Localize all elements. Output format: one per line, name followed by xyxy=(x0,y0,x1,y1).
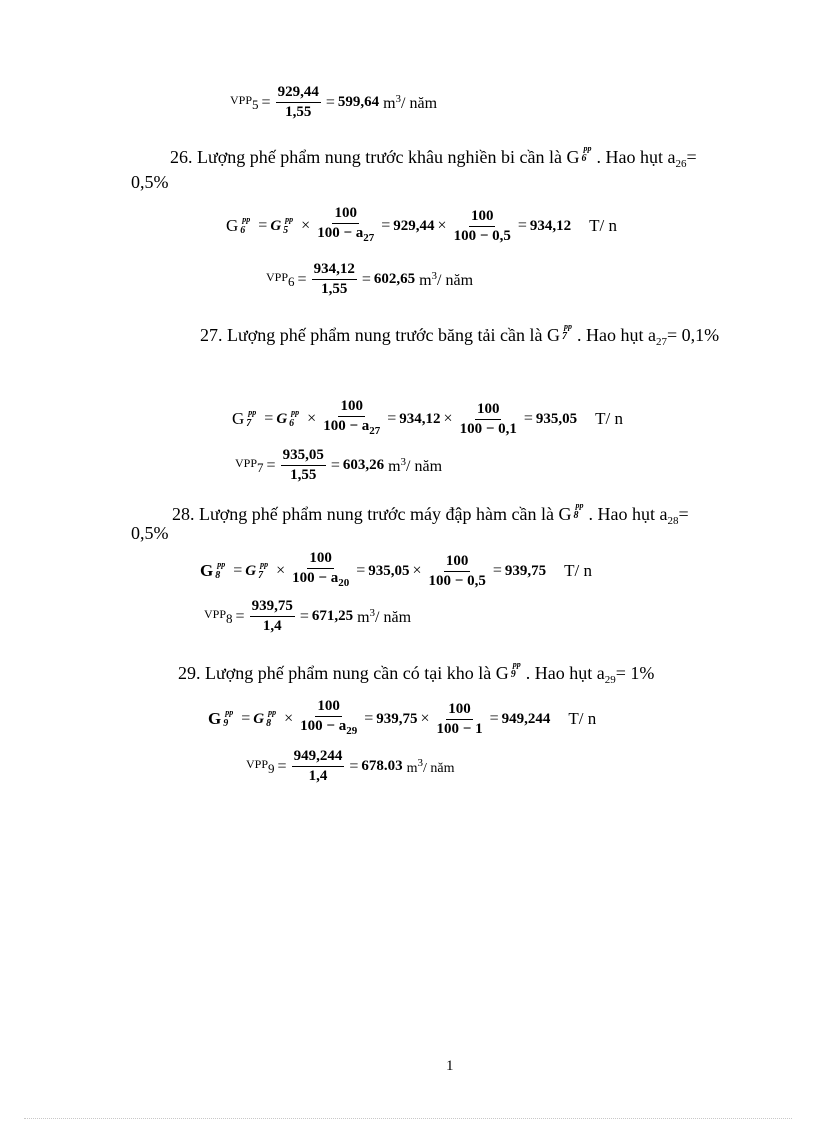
section-27-heading: 27. Lượng phế phẩm nung trước băng tải cần là G pp 7 . Hao hụt $a_{27}= 0,1\%$ xyxy=(200,322,720,348)
vpp6-equation: VPP6 = $\frac{934,12}{1,55}$ = 602,65 $m^3/$ năm xyxy=(266,261,474,297)
g8-result: 939,75 xyxy=(504,562,547,579)
page-number: 1 xyxy=(446,1058,454,1074)
vpp5-fraction: $\frac{929,44}{1,55}$ xyxy=(277,84,319,120)
vpp8-equation: VPP8 = $\frac{939,75}{1,4}$ = 671,25 $m^3/$ năm xyxy=(204,598,412,634)
g7-result: 935,05 xyxy=(535,410,578,427)
section-29-heading: 29. Lượng phế phẩm nung cần có tại kho là G pp 9 . Hao hụt $a_{29}= 1\%$ xyxy=(178,660,655,686)
section-28-heading-cont: 0,5% xyxy=(131,523,169,543)
g7-equation: G pp 7 = G pp 6 × $\frac{100}{100 - a_{27}}$ = 934,12 × $\frac{100}{100 - 0,1}$ = 935,05 T/ n xyxy=(232,398,624,437)
vpp5-equation: VPP5 = $\frac{929,44}{1,55}$ = 599,64 $m^3/$ năm xyxy=(230,84,438,120)
g9-result: 949,244 xyxy=(501,710,551,727)
g9-equation: G pp 9 = G pp 8 × $\frac{100}{100 - a_{29}}$ = 939,75 × $\frac{100}{100 - 1}$ = 949,244 T/ n xyxy=(208,698,597,737)
vpp9-equation: VPP9 = $\frac{949,244}{1,4}$ = 678.03 $m^3/$ năm xyxy=(246,748,455,784)
section-26-heading-cont: 0,5% xyxy=(131,172,169,192)
vpp7-equation: VPP7 = $\frac{935,05}{1,55}$ = 603,26 $m^3/$ năm xyxy=(235,447,443,483)
g8-equation: G pp 8 = G pp 7 × $\frac{100}{100 - a_{20}}$ = 935,05 × $\frac{100}{100 - 0,5}$ = 939,75 T/ n xyxy=(200,550,592,589)
g6-symbol: G pp 6 xyxy=(226,215,251,236)
g6-result: 934,12 xyxy=(529,217,572,234)
section-28-heading: 28. Lượng phế phẩm nung trước máy đập hàm cần là G pp 8 . Hao hụt $a_{28}=$ xyxy=(172,501,689,527)
page-bottom-divider xyxy=(24,1118,792,1119)
vpp5-lhs: VPP5 xyxy=(230,92,259,112)
g6-equation: G pp 6 = G pp 5 × $\frac{100}{100 - a_{27}}$ = 929,44 × $\frac{100}{100 - 0,5}$ = 934,12 T/ n xyxy=(226,205,618,244)
vpp5-result: 599,64 xyxy=(337,94,380,110)
section-26-heading: 26. Lượng phế phẩm nung trước khâu nghiền bi cần là G pp 6 . Hao hụt $a_{26}=$ xyxy=(170,144,697,170)
